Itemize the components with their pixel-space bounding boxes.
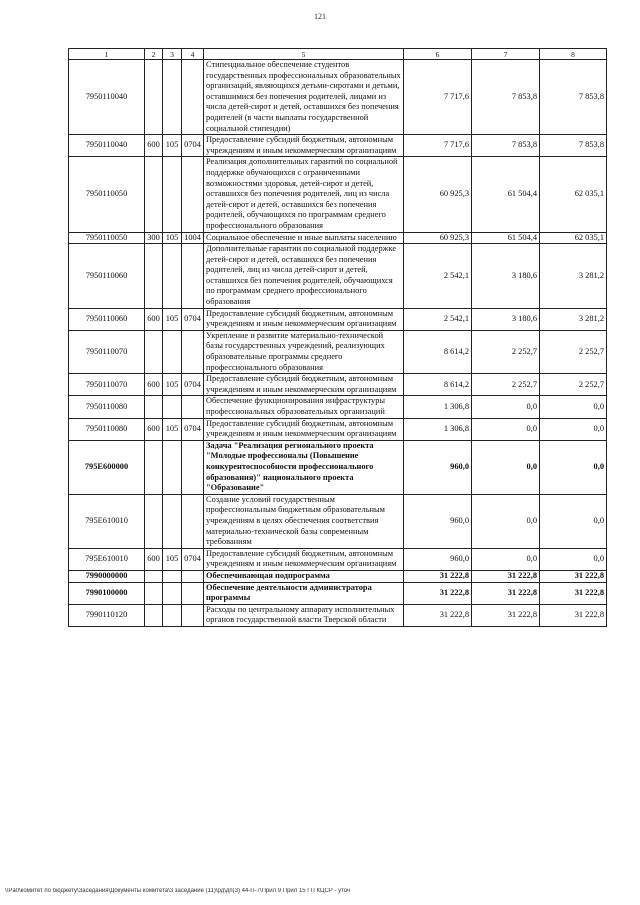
page-number: 121	[314, 12, 326, 21]
budget-table	[68, 48, 607, 627]
target-article-code: 7950110060	[69, 308, 145, 330]
section-code: 0704	[182, 135, 204, 157]
table-row	[69, 157, 607, 232]
expense-type-code: 600	[145, 374, 163, 396]
expense-type-code: 600	[145, 418, 163, 440]
expense-type-code: 600	[145, 308, 163, 330]
amount-year-2: 3 180,6	[472, 308, 540, 330]
section-code	[182, 60, 204, 135]
target-article-code: 7950110040	[69, 60, 145, 135]
table-row	[69, 396, 607, 418]
table-row	[69, 244, 607, 309]
row-description: Реализация дополнительных гарантий по социальной поддержке обучающихся с ограниченными возможностями здоровья, детей-сирот и детей, оставшихся без попечения родителей, лиц из числа детей-сирот и детей, оставшихся без попечения родителей, обучающихся по программам среднего профессионального образования	[204, 157, 404, 232]
expense-type-code	[145, 330, 163, 373]
amount-year-1: 31 222,8	[404, 582, 472, 604]
expense-type-code: 300	[145, 232, 163, 244]
expense-type-code	[145, 440, 163, 494]
target-article-code: 7950110040	[69, 135, 145, 157]
amount-year-3: 3 281,2	[540, 244, 607, 309]
row-description: Создание условий государственным профессиональным бюджетным образовательным учреждениям в целях обеспечения соответствия материально-технической базы современным требованиям	[204, 494, 404, 548]
section-code	[182, 330, 204, 373]
section-code: 0704	[182, 548, 204, 570]
table-row	[69, 418, 607, 440]
amount-year-2: 0,0	[472, 440, 540, 494]
amount-year-1: 8 614,2	[404, 330, 472, 373]
amount-year-3: 0,0	[540, 440, 607, 494]
target-article-code: 7950110070	[69, 374, 145, 396]
amount-year-2: 31 222,8	[472, 582, 540, 604]
amount-year-1: 1 306,8	[404, 418, 472, 440]
expense-type-code	[145, 582, 163, 604]
row-description: Дополнительные гарантии по социальной поддержке детей-сирот и детей, оставшихся без попечения родителей, лиц из числа детей-сирот и детей, оставшихся без попечения родителей, обучающихся по программам среднего профессионального образования	[204, 244, 404, 309]
administrator-code	[163, 582, 182, 604]
table-row	[69, 374, 607, 396]
column-header-1: 1	[69, 49, 145, 60]
table-header-row	[69, 49, 607, 60]
row-description: Предоставление субсидий бюджетным, автономным учреждениям и иным некоммерческим организациям	[204, 548, 404, 570]
administrator-code: 105	[163, 374, 182, 396]
target-article-code: 7950110050	[69, 232, 145, 244]
amount-year-1: 960,0	[404, 548, 472, 570]
amount-year-2: 31 222,8	[472, 570, 540, 582]
section-code	[182, 570, 204, 582]
amount-year-3: 62 035,1	[540, 232, 607, 244]
target-article-code: 795Е610010	[69, 548, 145, 570]
amount-year-2: 2 252,7	[472, 330, 540, 373]
table-row	[69, 232, 607, 244]
amount-year-3: 0,0	[540, 418, 607, 440]
amount-year-3: 31 222,8	[540, 604, 607, 626]
expense-type-code	[145, 494, 163, 548]
expense-type-code	[145, 570, 163, 582]
table-row	[69, 582, 607, 604]
amount-year-2: 0,0	[472, 494, 540, 548]
amount-year-3: 7 853,8	[540, 60, 607, 135]
amount-year-3: 7 853,8	[540, 135, 607, 157]
administrator-code: 105	[163, 308, 182, 330]
target-article-code: 7950110080	[69, 396, 145, 418]
section-code	[182, 582, 204, 604]
target-article-code: 7950110050	[69, 157, 145, 232]
column-header-4: 4	[182, 49, 204, 60]
section-code	[182, 440, 204, 494]
row-description: Социальное обеспечение и иные выплаты населению	[204, 232, 404, 244]
table-body	[69, 60, 607, 627]
row-description: Укрепление и развитие материально-технической базы государственных учреждений, реализующих образовательные программы среднего профессионального образования	[204, 330, 404, 373]
amount-year-1: 60 925,3	[404, 157, 472, 232]
column-header-3: 3	[163, 49, 182, 60]
row-description: Обеспечение деятельности администратора программы	[204, 582, 404, 604]
amount-year-3: 3 281,2	[540, 308, 607, 330]
target-article-code: 7950110080	[69, 418, 145, 440]
column-header-6: 6	[404, 49, 472, 60]
column-header-2: 2	[145, 49, 163, 60]
target-article-code: 7950110060	[69, 244, 145, 309]
administrator-code	[163, 330, 182, 373]
table-row	[69, 570, 607, 582]
amount-year-2: 7 853,8	[472, 60, 540, 135]
amount-year-1: 7 717,6	[404, 60, 472, 135]
row-description: Задача "Реализация регионального проекта "Молодые профессионалы (Повышение конкурентоспособности профессионального образования)" национального проекта "Образование"	[204, 440, 404, 494]
amount-year-2: 3 180,6	[472, 244, 540, 309]
amount-year-3: 0,0	[540, 396, 607, 418]
amount-year-1: 8 614,2	[404, 374, 472, 396]
expense-type-code	[145, 604, 163, 626]
amount-year-3: 0,0	[540, 548, 607, 570]
section-code	[182, 157, 204, 232]
amount-year-1: 960,0	[404, 494, 472, 548]
amount-year-3: 31 222,8	[540, 582, 607, 604]
amount-year-1: 1 306,8	[404, 396, 472, 418]
amount-year-3: 31 222,8	[540, 570, 607, 582]
amount-year-3: 2 252,7	[540, 330, 607, 373]
administrator-code: 105	[163, 548, 182, 570]
section-code	[182, 396, 204, 418]
administrator-code: 105	[163, 418, 182, 440]
amount-year-1: 960,0	[404, 440, 472, 494]
section-code	[182, 244, 204, 309]
section-code: 0704	[182, 308, 204, 330]
row-description: Предоставление субсидий бюджетным, автономным учреждениям и иным некоммерческим организациям	[204, 374, 404, 396]
table-row	[69, 60, 607, 135]
row-description: Предоставление субсидий бюджетным, автономным учреждениям и иным некоммерческим организациям	[204, 418, 404, 440]
target-article-code: 795Е610010	[69, 494, 145, 548]
amount-year-2: 2 252,7	[472, 374, 540, 396]
table-row	[69, 330, 607, 373]
expense-type-code: 600	[145, 135, 163, 157]
expense-type-code	[145, 244, 163, 309]
administrator-code	[163, 244, 182, 309]
column-header-5: 5	[204, 49, 404, 60]
amount-year-2: 0,0	[472, 396, 540, 418]
administrator-code	[163, 440, 182, 494]
footer-file-path: \\Pa0\комитет по бюджету\Заседания\Документы комитета\3 заседание (11)\рд\дп(3) 44-П-7\Прил 9 Прил 15 ГП КЦСР - уточ	[5, 888, 351, 894]
administrator-code	[163, 570, 182, 582]
amount-year-3: 62 035,1	[540, 157, 607, 232]
section-code	[182, 494, 204, 548]
amount-year-3: 0,0	[540, 494, 607, 548]
amount-year-1: 31 222,8	[404, 604, 472, 626]
expense-type-code	[145, 396, 163, 418]
amount-year-1: 2 542,1	[404, 308, 472, 330]
row-description: Предоставление субсидий бюджетным, автономным учреждениям и иным некоммерческим организациям	[204, 308, 404, 330]
administrator-code: 105	[163, 135, 182, 157]
administrator-code	[163, 157, 182, 232]
section-code	[182, 604, 204, 626]
amount-year-2: 31 222,8	[472, 604, 540, 626]
target-article-code: 795Е600000	[69, 440, 145, 494]
expense-type-code	[145, 60, 163, 135]
row-description: Расходы по центральному аппарату исполнительных органов государственной власти Тверской области	[204, 604, 404, 626]
target-article-code: 7950110070	[69, 330, 145, 373]
table-row	[69, 548, 607, 570]
target-article-code: 7990000000	[69, 570, 145, 582]
administrator-code	[163, 60, 182, 135]
administrator-code	[163, 494, 182, 548]
row-description: Обеспечение функционирования инфраструктуры профессиональных образовательных организаций	[204, 396, 404, 418]
table-row	[69, 308, 607, 330]
column-header-7: 7	[472, 49, 540, 60]
amount-year-1: 60 925,3	[404, 232, 472, 244]
amount-year-1: 2 542,1	[404, 244, 472, 309]
target-article-code: 7990110120	[69, 604, 145, 626]
row-description: Предоставление субсидий бюджетным, автономным учреждениям и иным некоммерческим организациям	[204, 135, 404, 157]
table-row	[69, 494, 607, 548]
administrator-code	[163, 396, 182, 418]
expense-type-code: 600	[145, 548, 163, 570]
amount-year-2: 61 504,4	[472, 157, 540, 232]
table-row	[69, 135, 607, 157]
section-code: 1004	[182, 232, 204, 244]
table-row	[69, 440, 607, 494]
column-header-8: 8	[540, 49, 607, 60]
amount-year-2: 61 504,4	[472, 232, 540, 244]
section-code: 0704	[182, 418, 204, 440]
amount-year-2: 0,0	[472, 548, 540, 570]
amount-year-3: 2 252,7	[540, 374, 607, 396]
amount-year-1: 31 222,8	[404, 570, 472, 582]
amount-year-2: 0,0	[472, 418, 540, 440]
administrator-code: 105	[163, 232, 182, 244]
expense-type-code	[145, 157, 163, 232]
row-description: Обеспечивающая подпрограмма	[204, 570, 404, 582]
target-article-code: 7990100000	[69, 582, 145, 604]
row-description: Стипендиальное обеспечение студентов государственных профессиональных образовательных организаций, являющихся детьми-сиротами и детьми, оставшимися без попечения родителей, лицами из числа детей-сирот и детей, оставшихся без попечения родителей (в части выплаты государственной социальной стипендии)	[204, 60, 404, 135]
amount-year-2: 7 853,8	[472, 135, 540, 157]
section-code: 0704	[182, 374, 204, 396]
amount-year-1: 7 717,6	[404, 135, 472, 157]
administrator-code	[163, 604, 182, 626]
table-row	[69, 604, 607, 626]
